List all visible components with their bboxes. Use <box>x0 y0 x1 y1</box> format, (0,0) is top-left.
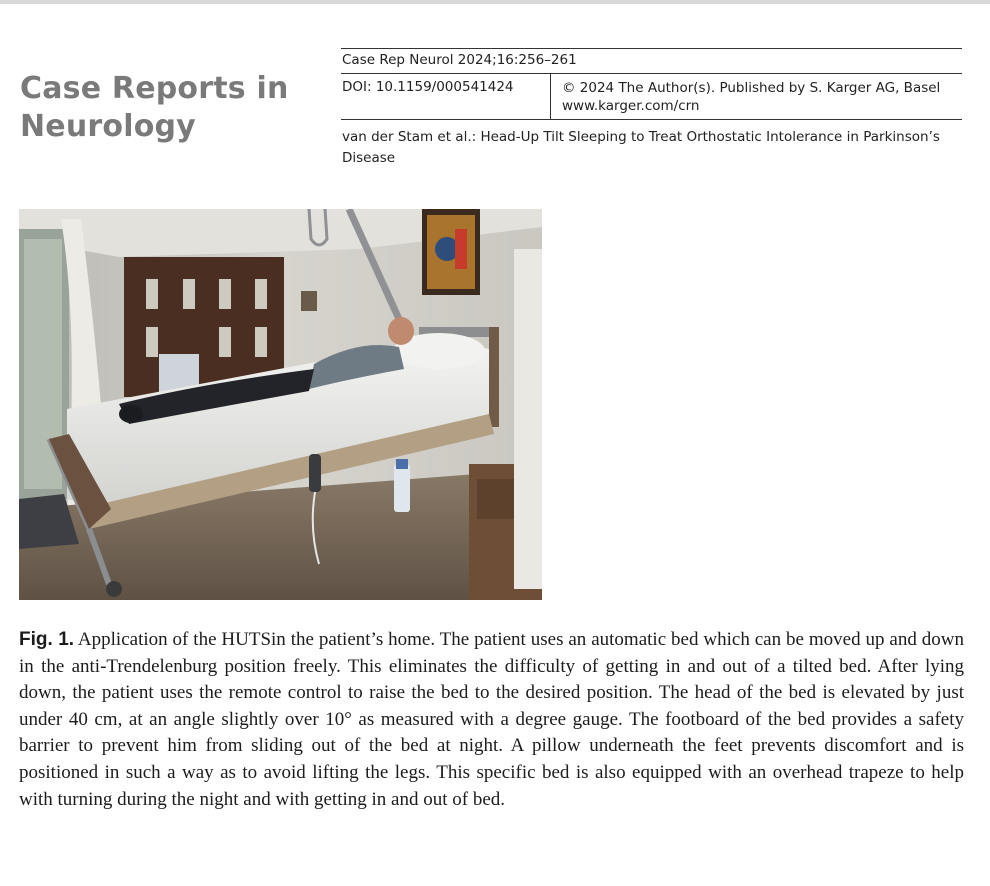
figure-photo <box>19 209 542 600</box>
journal-title-line1: Case Reports in <box>20 71 289 106</box>
figure-caption <box>19 627 964 813</box>
headboard <box>489 327 499 427</box>
doi: DOI: 10.1159/000541424 <box>342 79 514 95</box>
water-bottle <box>394 464 410 512</box>
meta-rule-middle <box>341 73 962 74</box>
bedroom-photo-illustration <box>19 209 542 600</box>
door <box>514 249 542 589</box>
remote-control <box>309 454 321 492</box>
patient-feet <box>119 405 143 423</box>
top-border <box>0 0 990 4</box>
journal-title-line2: Neurology <box>20 109 196 144</box>
copyright <box>562 79 940 115</box>
meta-rule-bottom <box>341 119 962 120</box>
citation: Case Rep Neurol 2024;16:256–261 <box>342 52 577 68</box>
copyright-line1: © 2024 The Author(s). Published by S. Karger AG, Basel <box>562 80 941 96</box>
patient-head <box>388 317 414 345</box>
journal-url: www.karger.com/crn <box>562 98 700 114</box>
figure-label: Fig. 1. <box>19 629 75 650</box>
meta-rule-top <box>341 48 962 49</box>
bed-wheel <box>106 581 122 597</box>
caption-text: Application of the HUTSin the patient’s home. The patient uses an automatic bed which can be moved up and down in the anti-Trendelenburg position freely. This eliminates the difficulty of getting in and out of a tilted bed. After lying down, the patient uses the remote control to raise the bed to the desired position. The head of the bed is elevated by just under 40 cm, at an angle slightly over 10° as measured with a degree gauge. The footboard of the bed provides a safety barrier to prevent him from sliding out of the bed at night. A pillow underneath the feet prevents discomfort and is positioned in such a way as to avoid lifting the legs. This specific bed is also equipped with an overhead trapeze to help with turning during the night and with getting in and out of bed. <box>19 629 964 810</box>
journal-title <box>20 70 320 146</box>
authors-and-title: van der Stam et al.: Head-Up Tilt Sleeping to Treat Orthostatic Intolerance in Parkinson’s Disease <box>342 129 940 166</box>
small-frame <box>301 291 317 311</box>
meta-column-divider <box>550 73 551 119</box>
